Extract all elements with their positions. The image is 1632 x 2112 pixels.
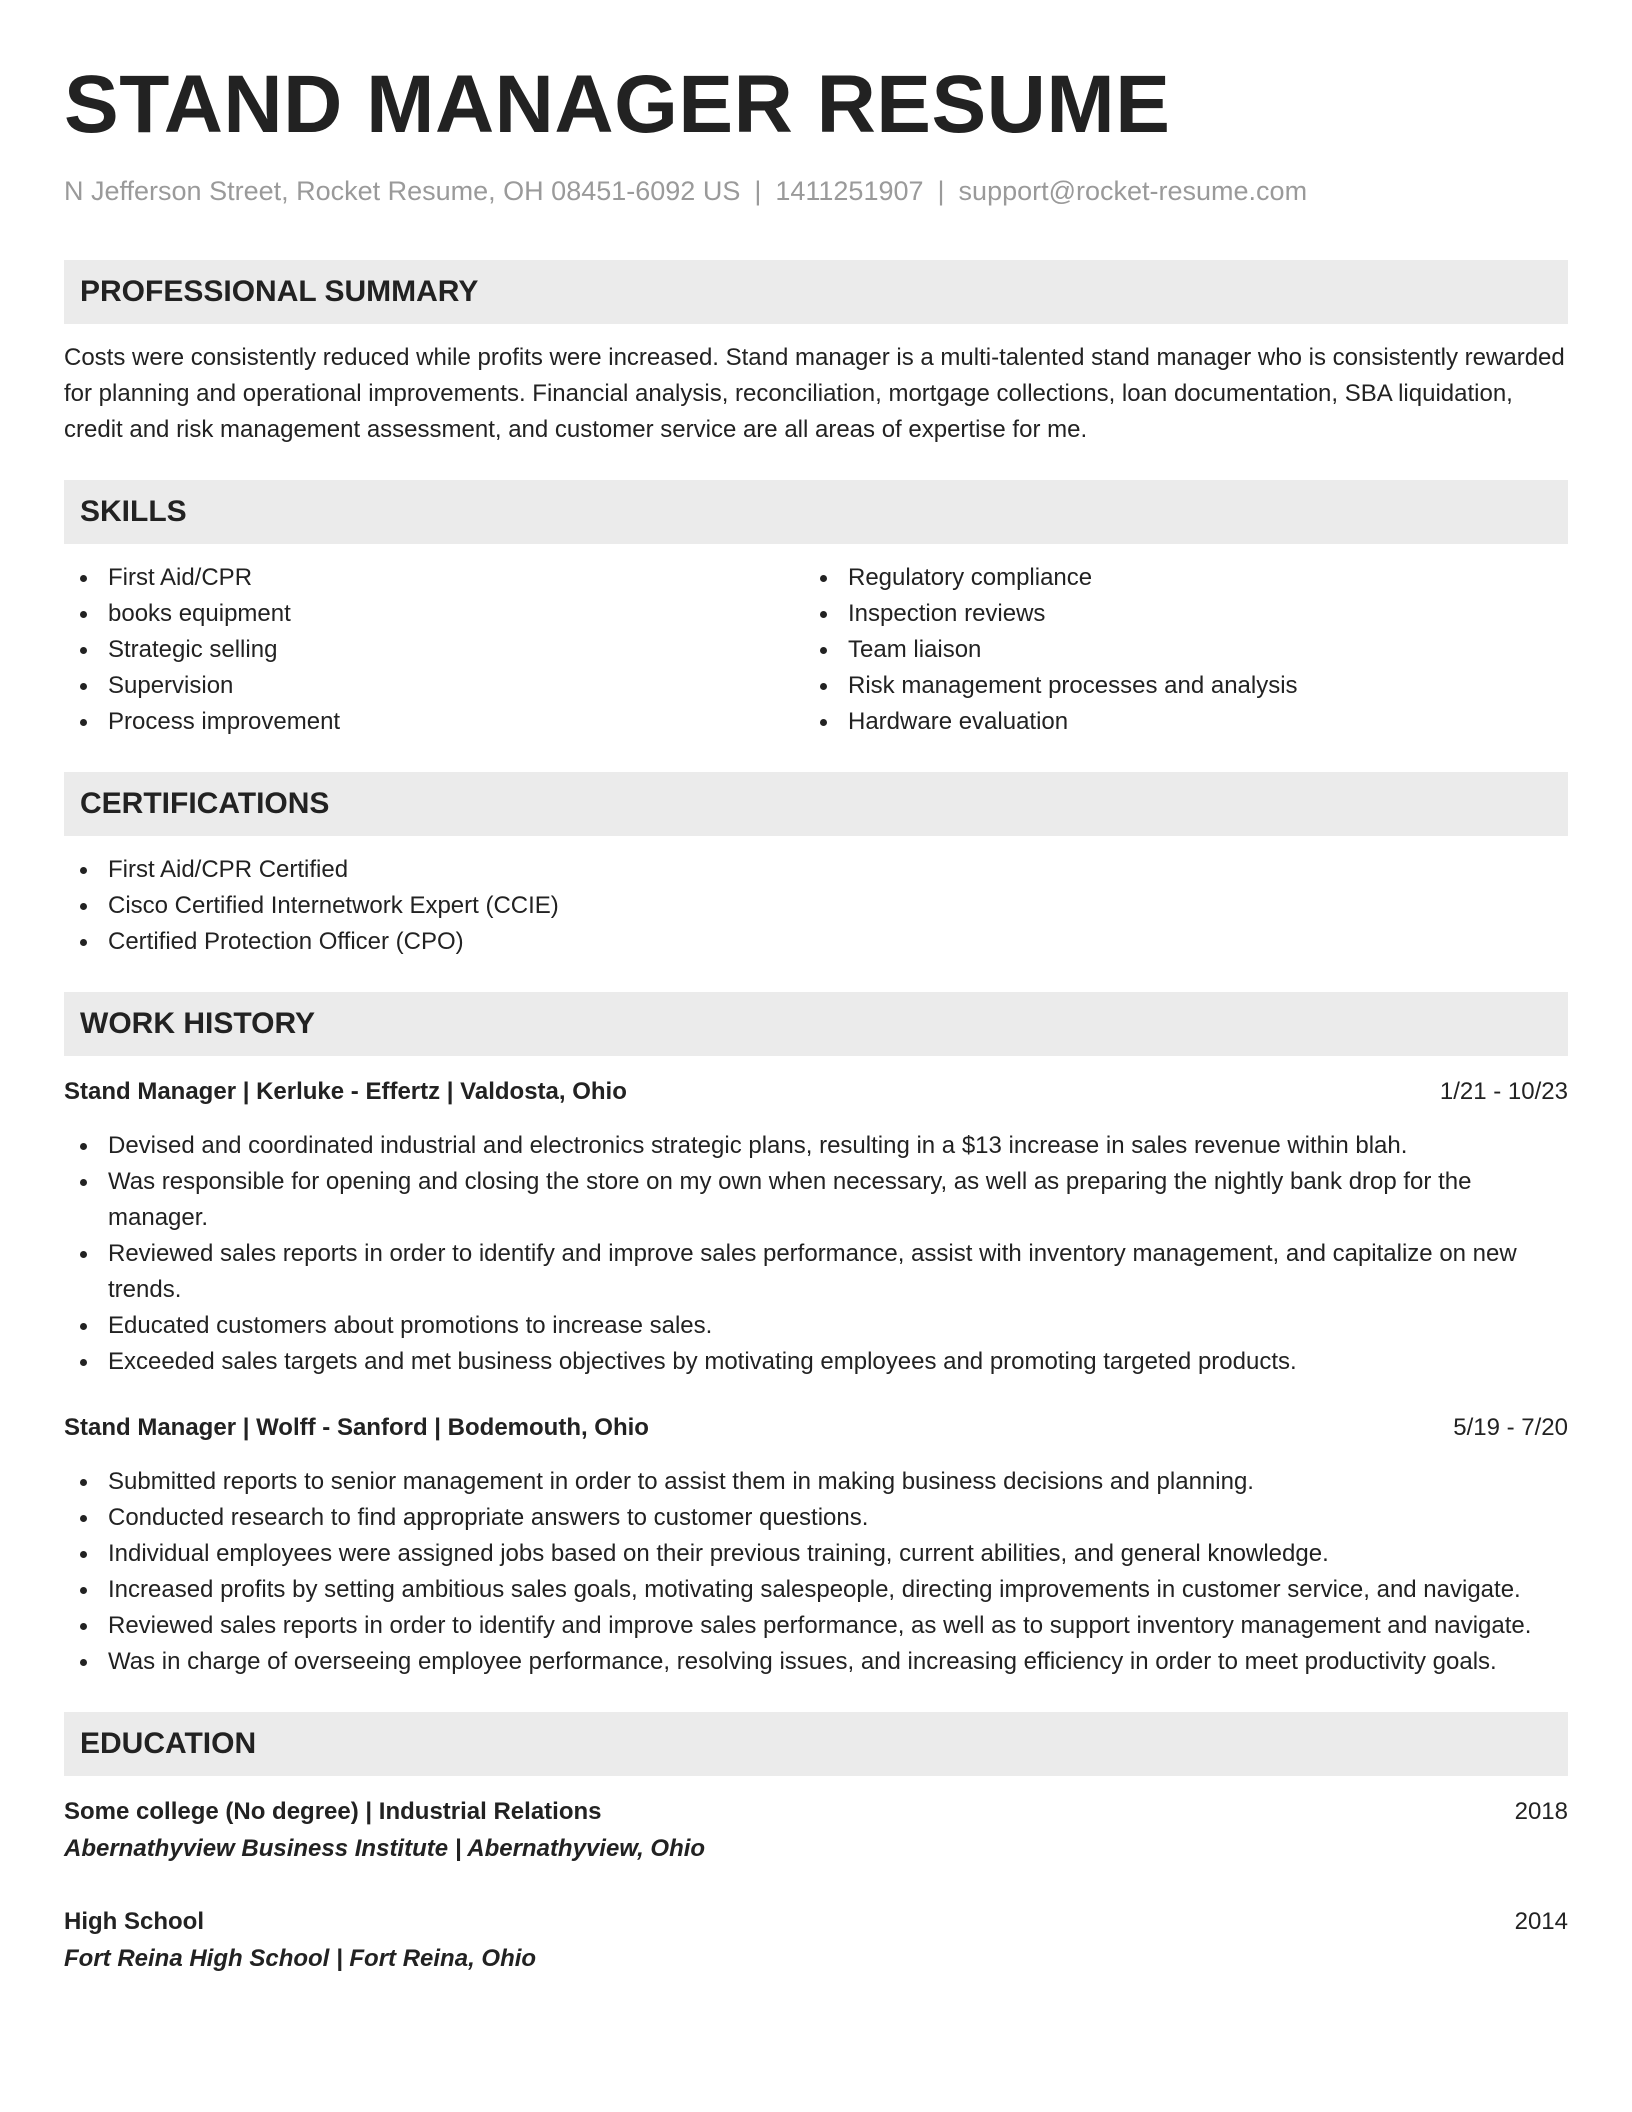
skills-column-right [804,560,1544,740]
job-title: Stand Manager | Kerluke - Effertz | Valdosta, Ohio [64,1078,627,1105]
job-bullet: Devised and coordinated industrial and electronics strategic plans, resulting in a $13 increase in sales revenue within blah. [64,1128,1568,1164]
skill-item: Risk management processes and analysis [804,668,1544,704]
skill-item: Team liaison [804,632,1544,668]
section-heading-work-history: WORK HISTORY [64,992,1568,1056]
education-header [64,1794,1568,1830]
resume-title: STAND MANAGER RESUME [64,59,1171,150]
job-bullets [64,1464,1568,1680]
skill-item: Process improvement [64,704,804,740]
summary-text: Costs were consistently reduced while profits were increased. Stand manager is a multi-talented stand manager who is consistently rewarded for planning and operational improvements. Financial analysis, reconciliation, mortgage collections, loan documentation, SBA liquidation, credit and risk management assessment, and customer service are all areas of expertise for me. [64,344,1565,443]
job-title: Stand Manager | Wolff - Sanford | Bodemouth, Ohio [64,1414,649,1441]
education-header [64,1904,1568,1940]
skill-item: Inspection reviews [804,596,1544,632]
contact-separator: | [937,176,945,206]
job-bullet: Submitted reports to senior management in order to assist them in making business decisions and planning. [64,1464,1568,1500]
skill-item: First Aid/CPR [64,560,804,596]
education-year: 2018 [1514,1798,1568,1825]
skill-item: Supervision [64,668,804,704]
education-entry [64,1794,1568,1868]
education-school: Abernathyview Business Institute | Abernathyview, Ohio [64,1835,706,1862]
job-bullet: Was in charge of overseeing employee performance, resolving issues, and increasing efficiency in order to meet productivity goals. [64,1644,1568,1680]
skills-grid [64,560,1568,740]
skills-column-left [64,560,804,740]
certification-item: First Aid/CPR Certified [64,852,1568,888]
contact-address: N Jefferson Street, Rocket Resume, OH 08451-6092 US [64,176,741,206]
section-heading-skills: SKILLS [64,480,1568,544]
job-bullet: Conducted research to find appropriate answers to customer questions. [64,1500,1568,1536]
contact-line [64,174,1568,208]
job-bullet: Was responsible for opening and closing the store on my own when necessary, as well as preparing the nightly bank drop for the manager. [64,1164,1568,1236]
job-header [64,1410,1568,1446]
contact-email[interactable]: support@rocket-resume.com [958,176,1308,206]
section-heading-certifications: CERTIFICATIONS [64,772,1568,836]
skill-item: Hardware evaluation [804,704,1544,740]
education-title: Some college (No degree) | Industrial Relations [64,1798,602,1825]
education-school: Fort Reina High School | Fort Reina, Ohio [64,1945,537,1972]
job-bullet: Increased profits by setting ambitious sales goals, motivating salespeople, directing improvements in customer service, and navigate. [64,1572,1568,1608]
certification-item: Certified Protection Officer (CPO) [64,924,1568,960]
job-bullet: Individual employees were assigned jobs based on their previous training, current abilities, and general knowledge. [64,1536,1568,1572]
job-dates: 5/19 - 7/20 [1453,1414,1568,1441]
job-entry [64,1410,1568,1680]
education-year: 2014 [1514,1908,1568,1935]
job-entry [64,1074,1568,1380]
education-title: High School [64,1908,204,1935]
contact-phone: 1411251907 [775,176,924,206]
job-bullet: Reviewed sales reports in order to identify and improve sales performance, assist with inventory management, and capitalize on new trends. [64,1236,1568,1308]
skill-item: books equipment [64,596,804,632]
job-header [64,1074,1568,1110]
certifications-list [64,852,1568,960]
section-heading-summary: PROFESSIONAL SUMMARY [64,260,1568,324]
job-dates: 1/21 - 10/23 [1439,1078,1568,1105]
education-entry [64,1904,1568,1978]
section-heading-education: EDUCATION [64,1712,1568,1776]
job-bullets [64,1128,1568,1380]
job-bullet: Reviewed sales reports in order to identify and improve sales performance, as well as to support inventory management and navigate. [64,1608,1568,1644]
certification-item: Cisco Certified Internetwork Expert (CCIE) [64,888,1568,924]
contact-separator: | [754,176,762,206]
skill-item: Regulatory compliance [804,560,1544,596]
job-bullet: Educated customers about promotions to increase sales. [64,1308,1568,1344]
skill-item: Strategic selling [64,632,804,668]
job-bullet: Exceeded sales targets and met business objectives by motivating employees and promoting targeted products. [64,1344,1568,1380]
